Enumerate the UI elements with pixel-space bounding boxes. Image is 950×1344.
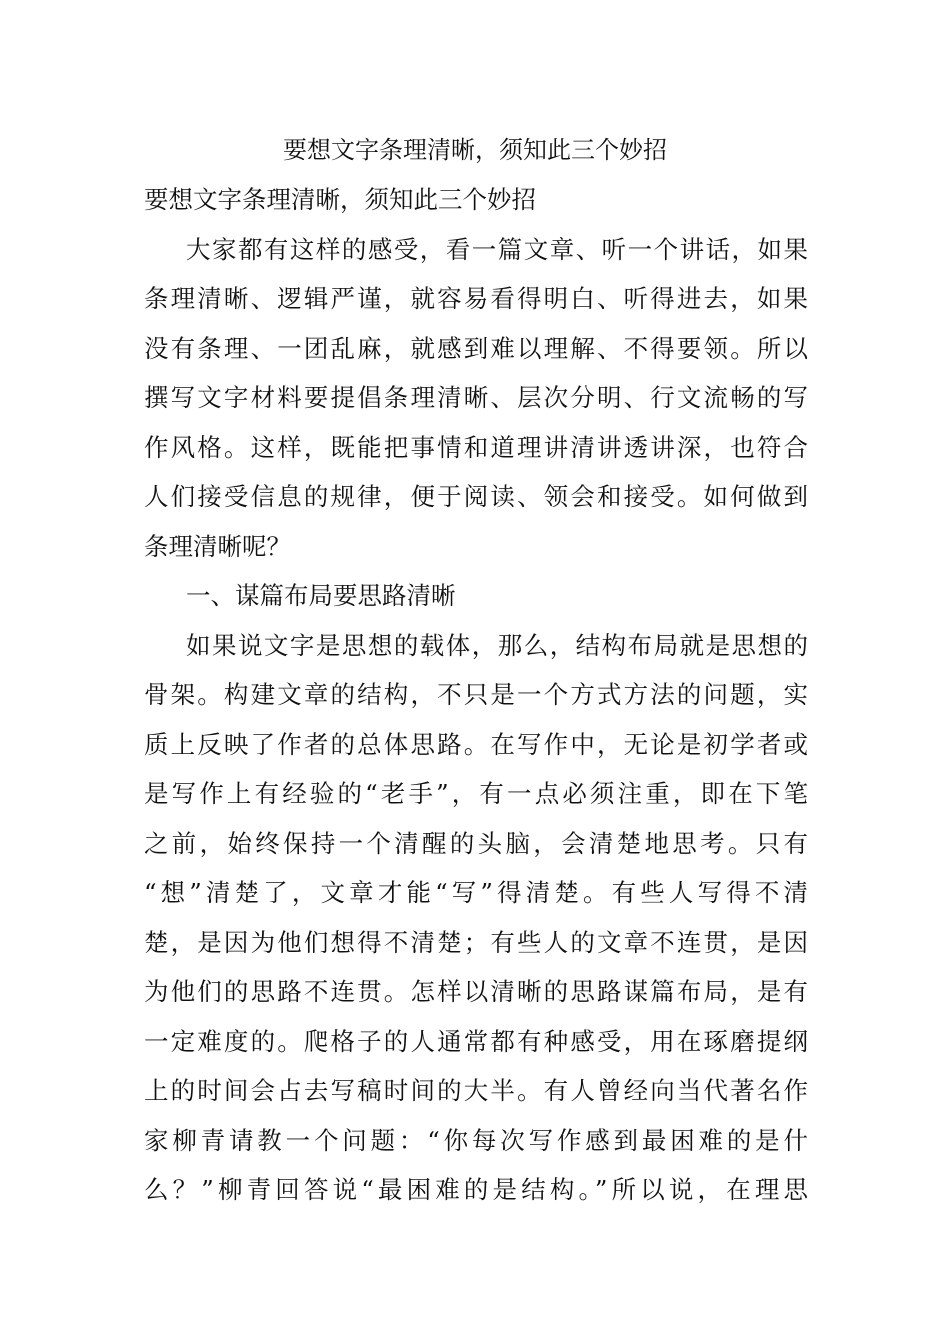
paragraph-line: 条理清晰、逻辑严谨，就容易看得明白、听得进去，如果 [144, 284, 808, 313]
paragraph-line: “想”清楚了，文章才能“写”得清楚。有些人写得不清 [144, 878, 808, 907]
section-heading: 一、谋篇布局要思路清晰 [186, 581, 456, 610]
paragraph-line: 作风格。这样，既能把事情和道理讲清讲透讲深，也符合 [144, 432, 808, 462]
paragraph-line: 骨架。构建文章的结构，不只是一个方式方法的问题，实 [144, 680, 808, 709]
paragraph-line: 么？”柳青回答说“最困难的是结构。”所以说，在理思 [144, 1175, 808, 1204]
paragraph-line: 楚，是因为他们想得不清楚；有些人的文章不连贯，是因 [144, 927, 808, 957]
paragraph-line: 条理清晰呢？ [144, 531, 291, 561]
paragraph-line: 质上反映了作者的总体思路。在写作中，无论是初学者或 [144, 729, 808, 759]
paragraph-line: 是写作上有经验的“老手”，有一点必须注重，即在下笔 [144, 779, 808, 808]
document-body [144, 182, 808, 1222]
document-title: 要想文字条理清晰，须知此三个妙招 [283, 136, 667, 164]
paragraph-line: 一定难度的。爬格子的人通常都有种感受，用在琢磨提纲 [144, 1026, 808, 1056]
paragraph-line: 人们接受信息的规律，便于阅读、领会和接受。如何做到 [144, 482, 808, 511]
subtitle-line: 要想文字条理清晰，须知此三个妙招 [144, 185, 536, 214]
paragraph-line: 没有条理、一团乱麻，就感到难以理解、不得要领。所以 [144, 333, 808, 363]
paragraph-line: 如果说文字是思想的载体，那么，结构布局就是思想的 [186, 630, 808, 660]
paragraph-line: 之前，始终保持一个清醒的头脑，会清楚地思考。只有 [144, 828, 808, 858]
paragraph-line: 撰写文字材料要提倡条理清晰、层次分明、行文流畅的写 [144, 383, 808, 412]
paragraph-line: 大家都有这样的感受，看一篇文章、听一个讲话，如果 [186, 234, 808, 264]
paragraph-line: 上的时间会占去写稿时间的大半。有人曾经向当代著名作 [144, 1076, 808, 1105]
paragraph-line: 为他们的思路不连贯。怎样以清晰的思路谋篇布局，是有 [144, 977, 808, 1006]
paragraph-line: 家柳青请教一个问题：“你每次写作感到最困难的是什 [144, 1125, 808, 1155]
